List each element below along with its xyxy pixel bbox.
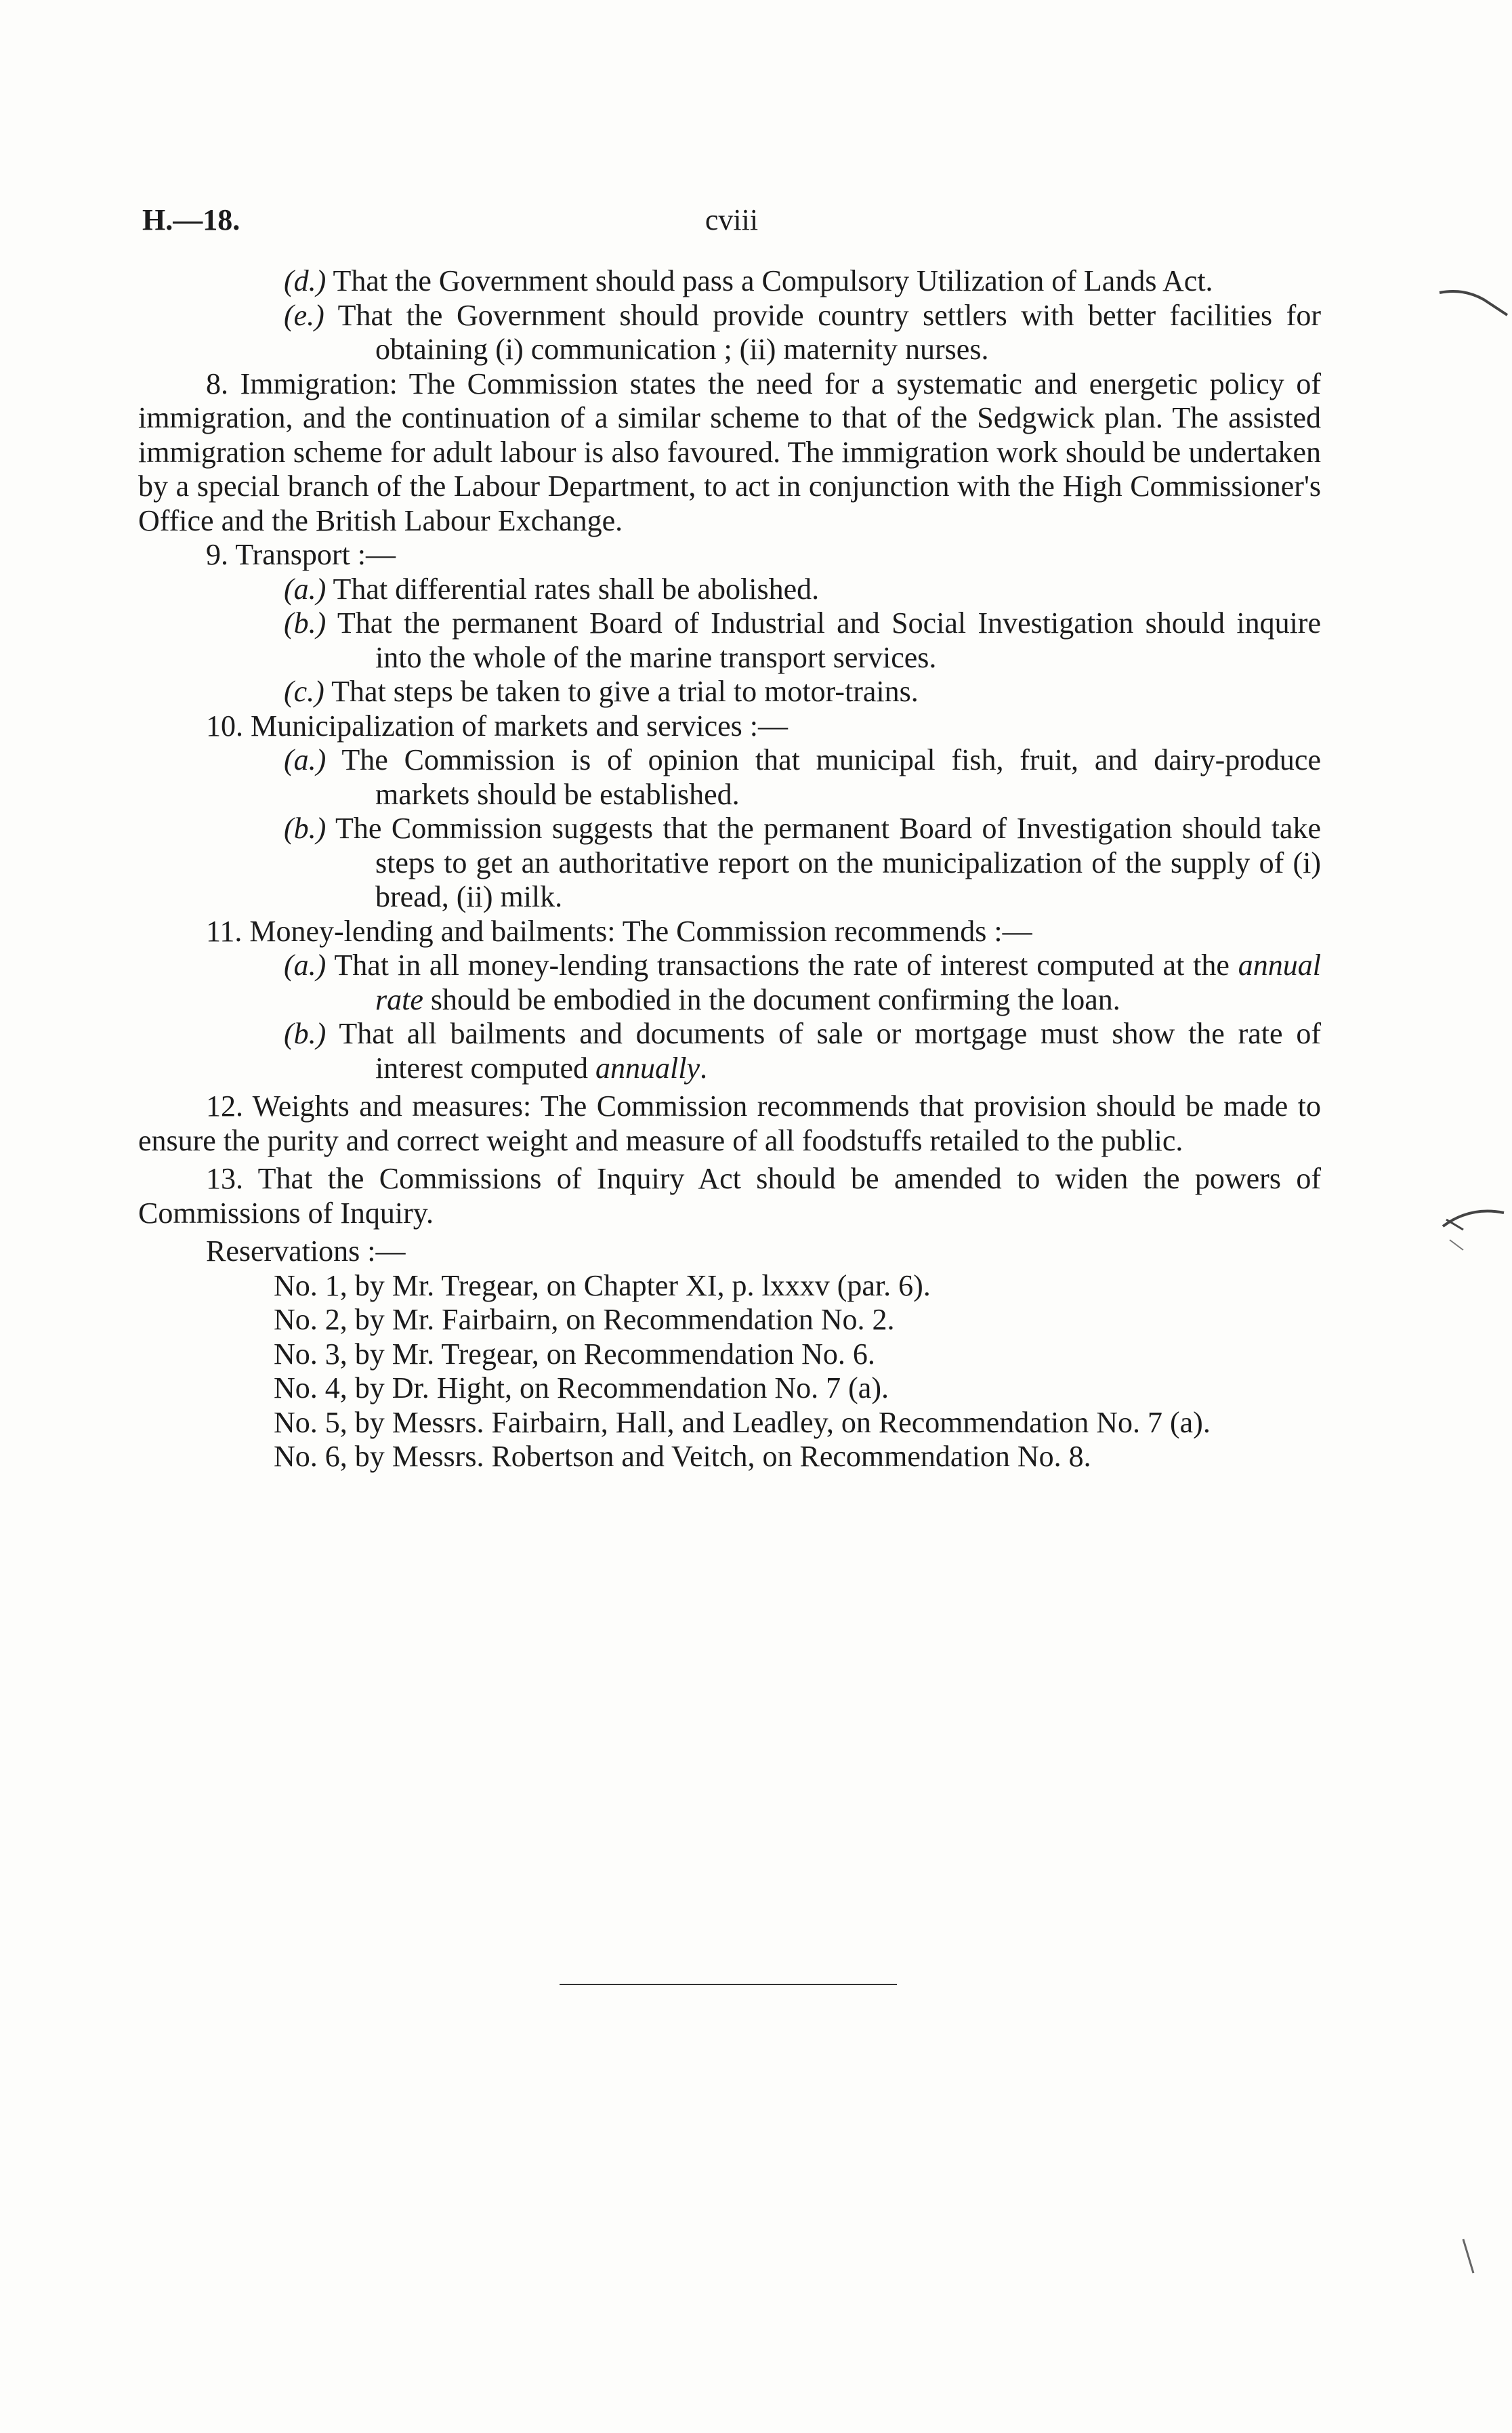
item-11b [138, 1017, 1321, 1085]
document-code: H.—18. [142, 203, 240, 236]
margin-mark-icon [1436, 285, 1511, 325]
reservation-item: No. 1, by Mr. Tregear, on Chapter XI, p. lxxxv (par. 6). [274, 1268, 931, 1302]
margin-mark-icon [1456, 2236, 1484, 2276]
item-text: That all bailments and documents of sale or mortgage must show the rate of interest computed [339, 1017, 1321, 1085]
item-text: The Commission suggests that the permanent Board of Investigation should take steps to get an authoritative report on the municipalization of the supply of (i) bread, (ii) milk. [335, 812, 1321, 913]
item-emphasis: annual rate [375, 949, 1321, 1016]
item-text: The Commission is of opinion that municipal fish, fruit, and dairy-produce markets should be established. [341, 743, 1321, 811]
paragraph-11-heading: 11. Money-lending and bailments: The Commission recommends :— [206, 914, 1032, 948]
item-9a [138, 573, 1321, 607]
reservation-item: No. 6, by Messrs. Robertson and Veitch, on Recommendation No. 8. [274, 1440, 1091, 1473]
item-emphasis: annually [595, 1051, 700, 1085]
item-label: (c.) [284, 675, 324, 708]
paragraph-9-heading: 9. Transport :— [206, 538, 396, 571]
item-label: (d.) [284, 264, 327, 297]
item-label: (b.) [284, 812, 327, 845]
reservation-item: No. 3, by Mr. Tregear, on Recommendation No. 6. [274, 1337, 875, 1371]
reservations-heading: Reservations :— [206, 1234, 406, 1268]
item-label: (a.) [284, 743, 327, 776]
reservation-item: No. 4, by Dr. Hight, on Recommendation No. 7 (a). [274, 1371, 889, 1405]
item-label: (b.) [284, 1017, 327, 1050]
item-7d [138, 264, 1321, 299]
item-text: That the Government should pass a Compulsory Utilization of Lands Act. [333, 264, 1213, 297]
item-text: That differential rates shall be abolished. [333, 572, 820, 606]
item-9c [138, 675, 1321, 709]
page-number: cviii [705, 203, 759, 236]
item-9b [138, 606, 1321, 675]
item-label: (b.) [284, 606, 327, 640]
item-7e [138, 299, 1321, 367]
page-header [142, 200, 1321, 241]
item-text-end: . [700, 1051, 707, 1085]
paragraph-8-immigration: 8. Immigration: The Commission states the need for a systematic and energetic policy of immigration, and the continuation of a similar scheme to that of the Sedgwick plan. The assisted immigration scheme for adult labour is also favoured. The immigration work should be undertaken by a special branch of the Labour Department, to act in conjunction with the High Commissioner's Office and the British Labour Exchange. [138, 367, 1321, 537]
item-text: That the permanent Board of Industrial and Social Investigation should inquire into the whole of the marine transport services. [337, 606, 1321, 674]
reservation-item: No. 5, by Messrs. Fairbairn, Hall, and Leadley, on Recommendation No. 7 (a). [274, 1405, 1211, 1439]
paragraph-13-commissions: 13. That the Commissions of Inquiry Act should be amended to widen the powers of Commissions of Inquiry. [138, 1162, 1321, 1230]
item-label: (a.) [284, 949, 327, 982]
paragraph-12-weights: 12. Weights and measures: The Commission recommends that provision should be made to ensure the purity and correct weight and measure of all foodstuffs retailed to the public. [138, 1089, 1321, 1157]
item-label: (a.) [284, 572, 327, 606]
item-10a [138, 743, 1321, 812]
paragraph-10-heading: 10. Municipalization of markets and services :— [206, 709, 788, 743]
item-text: That steps be taken to give a trial to motor-trains. [331, 675, 919, 708]
body-text [138, 264, 1321, 1474]
margin-mark-icon [1436, 1199, 1511, 1253]
closing-rule [560, 1984, 897, 1985]
item-11a [138, 949, 1321, 1017]
item-label: (e.) [284, 298, 324, 332]
item-10b [138, 812, 1321, 915]
item-text-end: should be embodied in the document confirming the loan. [423, 982, 1120, 1016]
item-text: That in all money-lending transactions the rate of interest computed at the [334, 949, 1238, 982]
item-text: That the Government should provide country settlers with better facilities for obtaining (i) communication ; (ii) maternity nurses. [337, 298, 1321, 366]
reservation-item: No. 2, by Mr. Fairbairn, on Recommendation No. 2. [274, 1303, 895, 1336]
